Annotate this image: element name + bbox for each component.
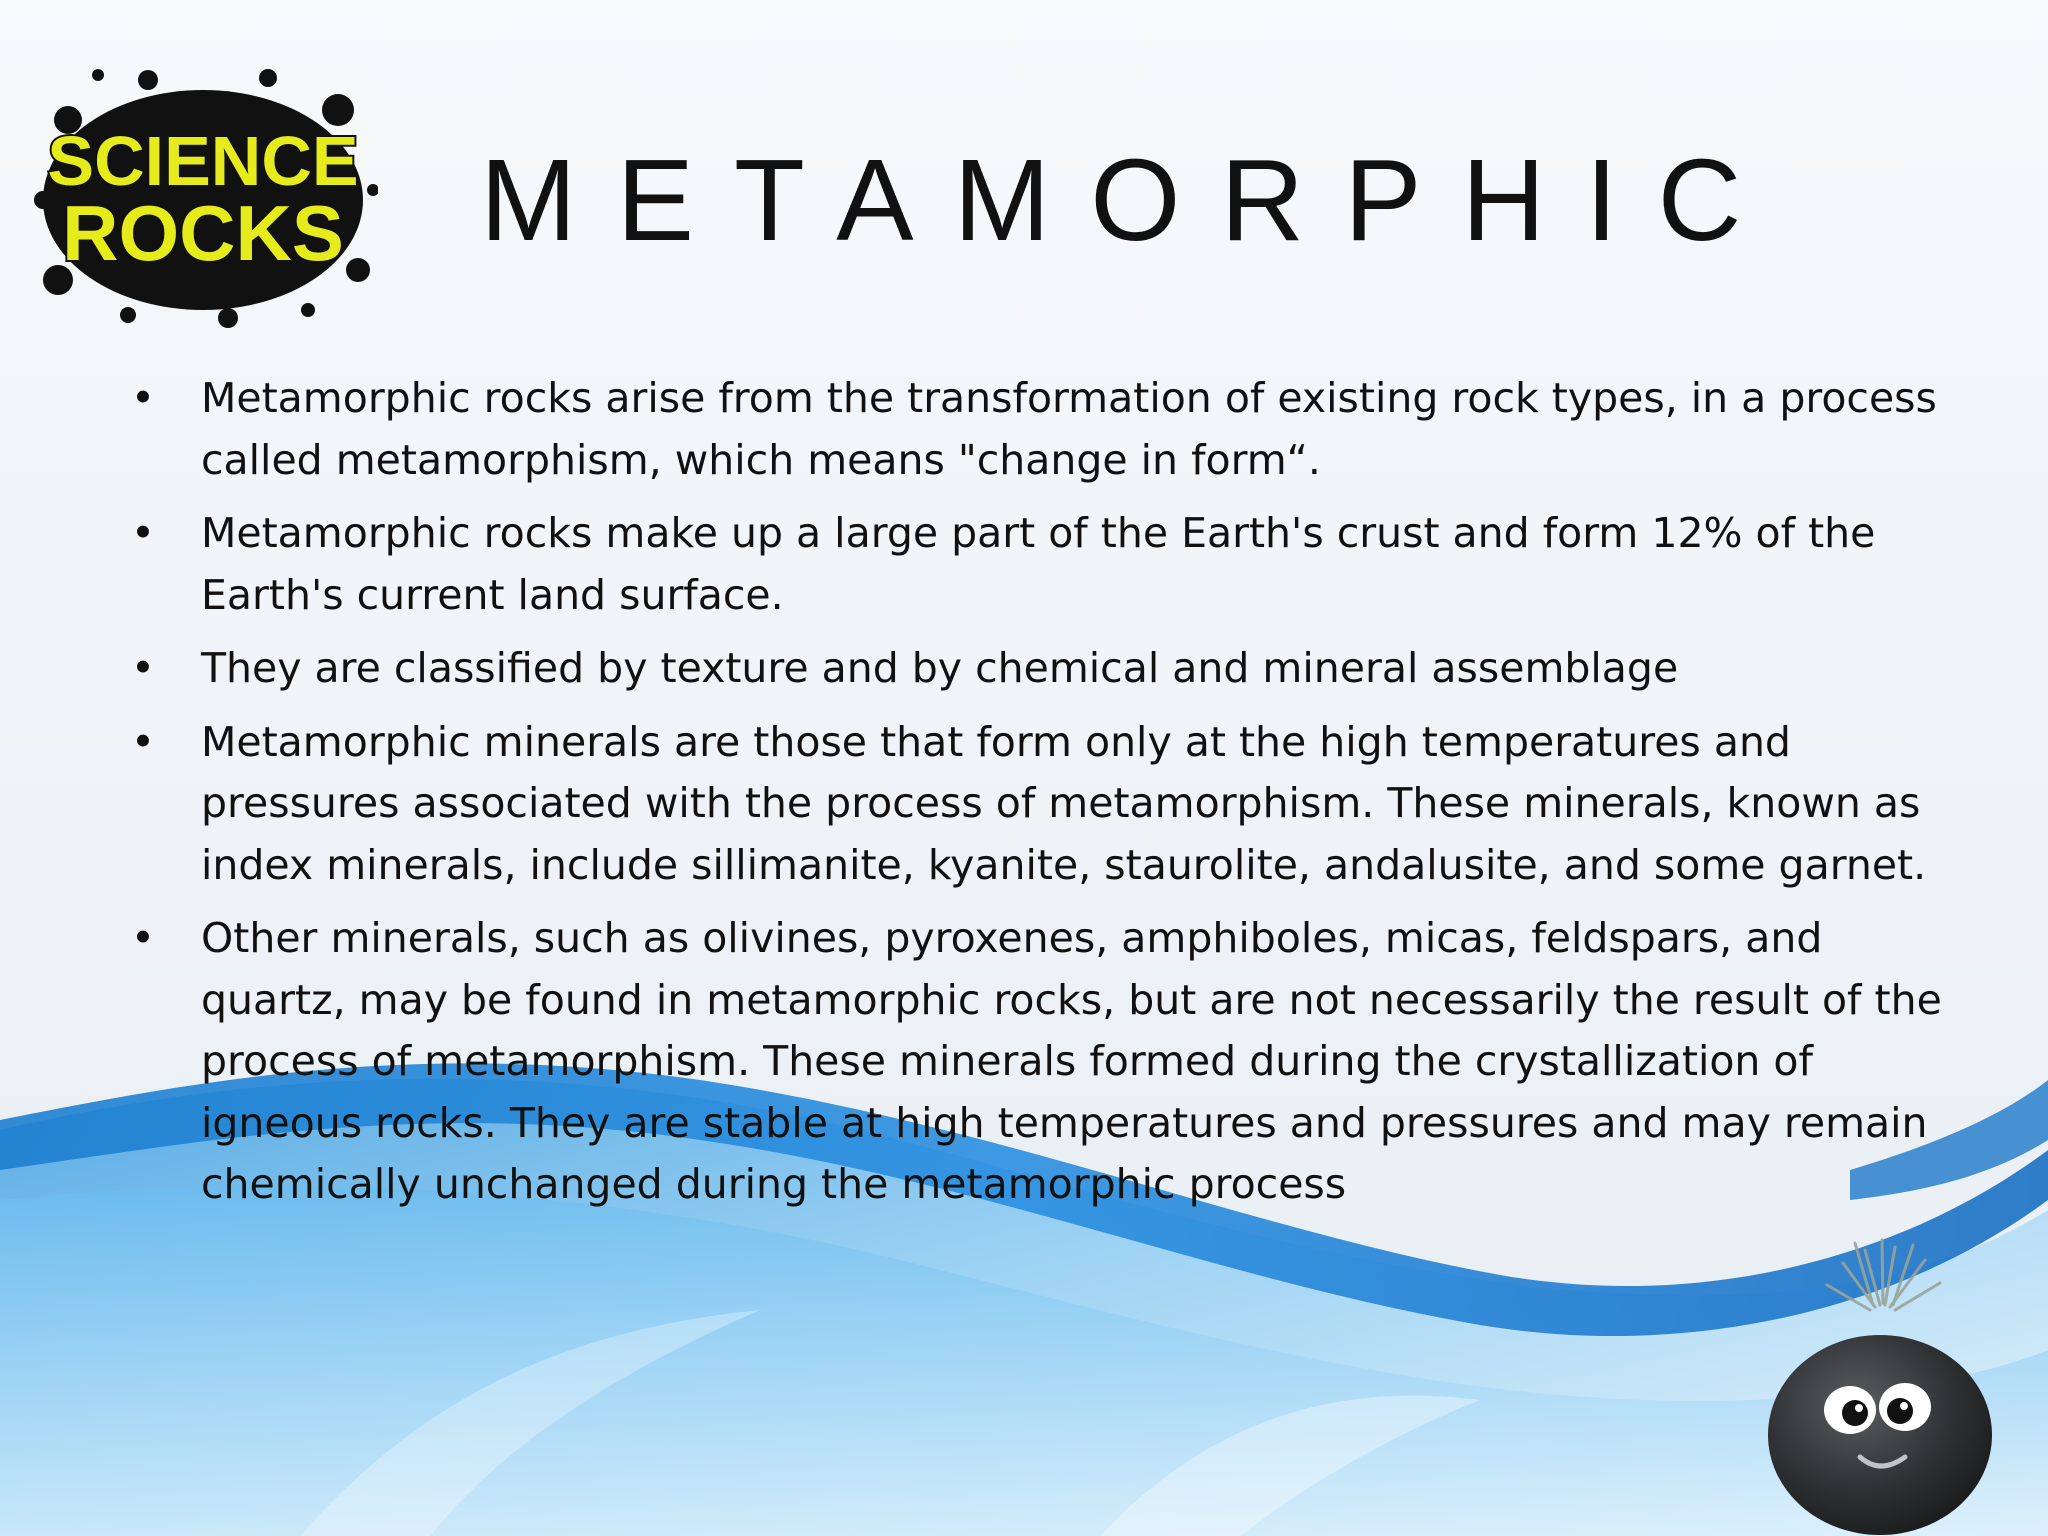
bullet-icon: • bbox=[130, 374, 156, 422]
bullet-text: Metamorphic minerals are those that form only at the high temperatures and pressures associated with the process of metamorphism. These minerals, known as index minerals, include sillimanite, kyanite, staurolite, andalusite, and some garnet. bbox=[201, 717, 1927, 889]
bullet-text: Metamorphic rocks make up a large part of the Earth's crust and form 12% of the Earth's current land surface. bbox=[201, 509, 1876, 619]
bullet-icon: • bbox=[130, 644, 156, 692]
list-item bbox=[118, 908, 1958, 1216]
bullet-icon: • bbox=[130, 717, 156, 766]
logo-text-science: SCIENCE bbox=[47, 122, 359, 200]
page-title: METAMORPHIC bbox=[480, 135, 1782, 265]
bullet-icon: • bbox=[130, 509, 156, 557]
science-rocks-logo bbox=[28, 60, 378, 330]
list-item bbox=[118, 368, 1958, 491]
bullet-icon: • bbox=[130, 914, 156, 962]
bullet-text: Other minerals, such as olivines, pyroxenes, amphiboles, micas, feldspars, and quartz, may be found in metamorphic rocks, but are not necessarily the result of the process of metamorphism. These minerals formed during the crystallization of igneous rocks. They are stable at high temperatures and pressures and may remain chemically unchanged during the metamorphic process bbox=[201, 914, 1942, 1208]
list-item bbox=[118, 503, 1958, 626]
bullet-list bbox=[118, 368, 1958, 1228]
list-item bbox=[118, 712, 1958, 897]
bullet-text: Metamorphic rocks arise from the transformation of existing rock types, in a process called metamorphism, which means "change in form“. bbox=[201, 374, 1937, 484]
rock-mascot-icon bbox=[1755, 1235, 2005, 1536]
bullet-text: They are classified by texture and by chemical and mineral assemblage bbox=[201, 644, 1679, 692]
logo-text-rocks: ROCKS bbox=[62, 189, 344, 277]
list-item bbox=[118, 638, 1958, 700]
